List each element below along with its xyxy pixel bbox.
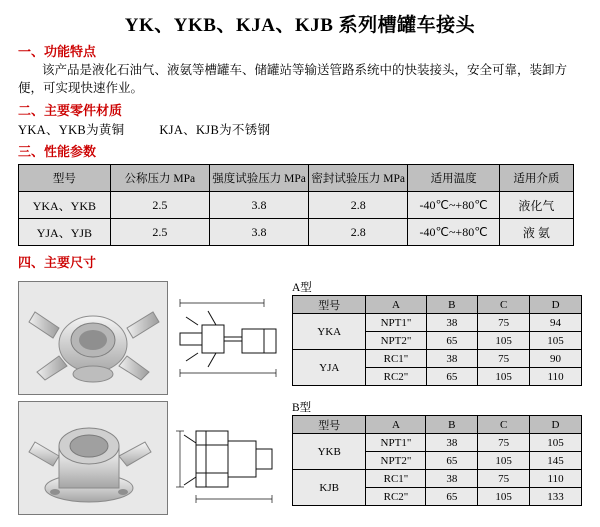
section-heading-dimensions: 四、主要尺寸 (18, 255, 97, 271)
dimA-col-4: D (530, 296, 582, 314)
perf-r0-c5: 液化气 (499, 192, 573, 219)
dimB-r3-c2: 65 (426, 488, 478, 506)
dimB-r1-c2: 65 (426, 452, 478, 470)
perf-r0-c1: 2.5 (110, 192, 209, 219)
dimA-r0-c3: 75 (478, 314, 530, 332)
perf-r1-c2: 3.8 (209, 219, 308, 246)
dimA-col-2: B (426, 296, 478, 314)
table-header-row (293, 416, 582, 434)
table-row (19, 219, 574, 246)
materials-right: KJA、KJB为不锈钢 (159, 123, 271, 138)
type-label-a: A型 (292, 282, 312, 295)
materials-left: YKA、YKB为黄铜 (18, 123, 125, 138)
section-heading-materials: 二、主要零件材质 (18, 103, 123, 119)
perf-col-4: 适用温度 (408, 165, 500, 192)
dimB-model-1: KJB (293, 470, 366, 506)
dimB-col-2: B (426, 416, 478, 434)
dimB-r0-c1: NPT1" (366, 434, 426, 452)
dimB-col-1: A (366, 416, 426, 434)
perf-r0-c2: 3.8 (209, 192, 308, 219)
dimA-r3-c4: 110 (530, 368, 582, 386)
dimA-model-1: YJA (293, 350, 366, 386)
section-heading-features: 一、功能特点 (18, 44, 97, 59)
dimA-r3-c1: RC2" (366, 368, 426, 386)
dimA-r0-c2: 38 (426, 314, 478, 332)
perf-col-1: 公称压力 MPa (110, 165, 209, 192)
dimB-r0-c2: 38 (426, 434, 478, 452)
dimB-r3-c1: RC2" (366, 488, 426, 506)
dimA-r1-c3: 105 (478, 332, 530, 350)
dimB-col-3: C (478, 416, 530, 434)
dimB-r2-c1: RC1" (366, 470, 426, 488)
dimA-r0-c4: 94 (530, 314, 582, 332)
performance-table (18, 164, 574, 246)
dimA-col-1: A (366, 296, 426, 314)
dimA-r2-c2: 38 (426, 350, 478, 368)
perf-r1-c4: -40℃~+80℃ (408, 219, 500, 246)
dimB-model-0: YKB (293, 434, 366, 470)
type-label-b: B型 (292, 402, 312, 415)
dimB-r2-c2: 38 (426, 470, 478, 488)
product-photo-a (18, 281, 168, 395)
perf-r0-c4: -40℃~+80℃ (408, 192, 500, 219)
dimA-r2-c3: 75 (478, 350, 530, 368)
dimA-r2-c1: RC1" (366, 350, 426, 368)
table-row (293, 434, 582, 452)
dimA-col-0: 型号 (293, 296, 366, 314)
dimA-r3-c3: 105 (478, 368, 530, 386)
table-row (293, 314, 582, 332)
table-header-row (19, 165, 574, 192)
table-row (293, 470, 582, 488)
perf-r1-c5: 液 氨 (499, 219, 573, 246)
technical-drawing-a (172, 281, 284, 393)
features-paragraph: 该产品是液化石油气、液氨等槽罐车、储罐站等输送管路系统中的快装接头，安全可靠，装卸方便，可实现快速作业。 (18, 63, 568, 96)
dimB-r0-c4: 105 (530, 434, 582, 452)
dimA-r0-c1: NPT1" (366, 314, 426, 332)
dimension-table-b (292, 415, 582, 506)
dimB-r1-c4: 145 (530, 452, 582, 470)
technical-drawing-b (172, 401, 284, 513)
document-page (0, 10, 600, 526)
perf-r1-c1: 2.5 (110, 219, 209, 246)
dimA-r2-c4: 90 (530, 350, 582, 368)
dimA-r1-c1: NPT2" (366, 332, 426, 350)
dimA-model-0: YKA (293, 314, 366, 350)
page-title: YK、YKB、KJA、KJB 系列槽罐车接头 (124, 15, 476, 36)
dimB-r2-c4: 110 (530, 470, 582, 488)
dimA-r3-c2: 65 (426, 368, 478, 386)
perf-col-3: 密封试验压力 MPa (309, 165, 408, 192)
perf-r1-c0: YJA、YJB (19, 219, 111, 246)
table-header-row (293, 296, 582, 314)
perf-r1-c3: 2.8 (309, 219, 408, 246)
perf-r0-c0: YKA、YKB (19, 192, 111, 219)
product-photo-b (18, 401, 168, 515)
dimB-r0-c3: 75 (478, 434, 530, 452)
dimA-r1-c2: 65 (426, 332, 478, 350)
dimB-r2-c3: 75 (478, 470, 530, 488)
dimB-r3-c4: 133 (530, 488, 582, 506)
dimB-r1-c3: 105 (478, 452, 530, 470)
dimA-col-3: C (478, 296, 530, 314)
dimB-col-0: 型号 (293, 416, 366, 434)
perf-col-2: 强度试验压力 MPa (209, 165, 308, 192)
dimB-col-4: D (530, 416, 582, 434)
dimB-r3-c3: 105 (478, 488, 530, 506)
perf-col-5: 适用介质 (499, 165, 573, 192)
section-heading-performance: 三、性能参数 (18, 144, 97, 160)
materials-line (18, 120, 582, 138)
dimB-r1-c1: NPT2" (366, 452, 426, 470)
dimA-r1-c4: 105 (530, 332, 582, 350)
table-row (19, 192, 574, 219)
perf-r0-c3: 2.8 (309, 192, 408, 219)
dimension-table-a (292, 295, 582, 386)
perf-col-0: 型号 (19, 165, 111, 192)
dimensions-area (0, 277, 600, 527)
table-row (293, 350, 582, 368)
